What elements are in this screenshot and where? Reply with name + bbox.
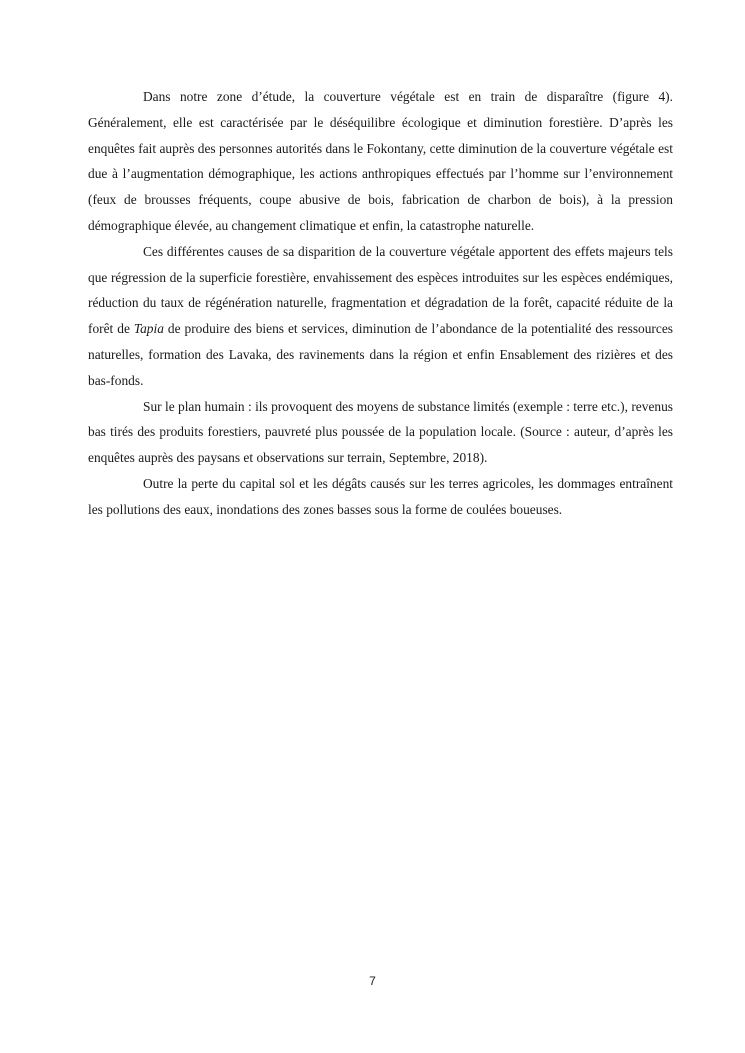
paragraph-causes-effects-part1: Ces différentes causes de sa disparition de la couverture végétale apportent des effets majeurs tels que régression de la superficie forestière, envahissement des espèces introduites sur les espèces endémiques, réduction du taux de régénération naturelle, fragmentation et dégradation de la forêt, capacité réduite de la forêt de xyxy=(88,243,673,337)
paragraph-human-impact: Sur le plan humain : ils provoquent des moyens de substance limités (exemple : terre etc.), revenus bas tirés des produits forestiers, pauvreté plus poussée de la population locale. (Source : auteur, d’après les enquêtes auprès des paysans et observations sur terrain, Septembre, 2018). xyxy=(88,398,673,466)
paragraph-causes-effects xyxy=(88,239,673,394)
tapia-italic-term: Tapia xyxy=(133,321,164,337)
paragraph-causes-effects-part2: de produire des biens et services, diminution de l’abondance de la potentialité des ressources naturelles, formation des Lavaka, des ravinements dans la région et enfin Ensablement des rizières et des bas-fonds. xyxy=(88,321,673,388)
paragraph-vegetation-cover: Dans notre zone d’étude, la couverture végétale est en train de disparaître (figure 4). Généralement, elle est caractérisée par le déséquilibre écologique et diminution forestière. D’après les enquêtes fait auprès des personnes autorités dans le Fokontany, cette diminution de la couverture végétale est due à l’augmentation démographique, les actions anthropiques effectués par l’homme sur l’environnement (feux de brousses fréquents, coupe abusive de bois, fabrication de charbon de bois), à la pression démographique élevée, au changement climatique et enfin, la catastrophe naturelle. xyxy=(88,89,673,233)
paragraph-soil-damage: Outre la perte du capital sol et les dégâts causés sur les terres agricoles, les dommages entraînent les pollutions des eaux, inondations des zones basses sous la forme de coulées boueuses. xyxy=(88,475,673,517)
document-body xyxy=(88,84,673,523)
page-number: 7 xyxy=(369,974,376,988)
